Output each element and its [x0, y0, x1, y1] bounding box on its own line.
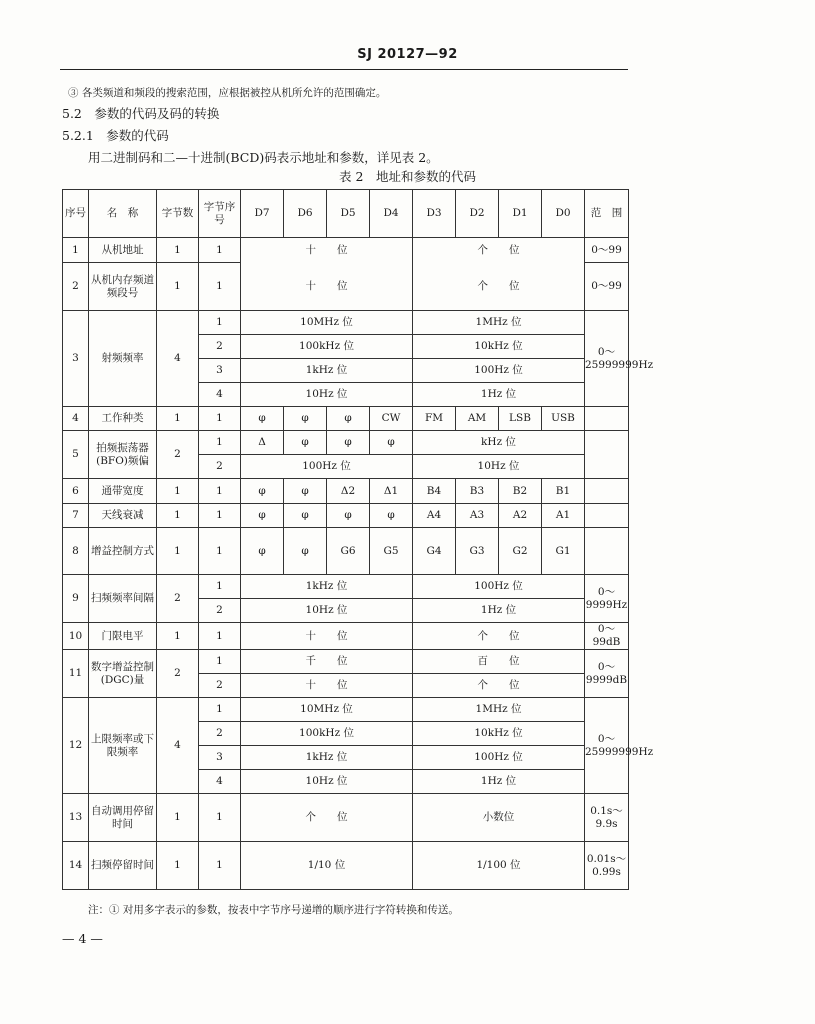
row-byte-seq: 4 [199, 770, 241, 794]
high-nibble: 十 位 [241, 623, 413, 650]
row-byte-seq: 1 [199, 263, 241, 311]
row-bytes: 1 [157, 794, 199, 842]
low-nibble: 1MHz 位 [413, 698, 585, 722]
high-nibble: 1kHz 位 [241, 575, 413, 599]
row-byte-seq: 1 [199, 479, 241, 504]
row-byte-seq: 1 [199, 650, 241, 674]
low-nibble: 个 位 [413, 674, 585, 698]
row-bytes: 1 [157, 238, 199, 263]
row-seq: 3 [63, 311, 89, 407]
table-row [63, 479, 629, 504]
low-nibble: 100Hz 位 [413, 746, 585, 770]
table-row [63, 698, 629, 722]
header-rule [60, 69, 628, 70]
row-seq: 13 [63, 794, 89, 842]
row-range: 0.1s～9.9s [585, 794, 629, 842]
table-row [63, 407, 629, 431]
row-byte-seq: 1 [199, 528, 241, 575]
low-nibble: 100Hz 位 [413, 359, 585, 383]
row-range: 0～9999dB [585, 650, 629, 698]
high-nibble: 1kHz 位 [241, 359, 413, 383]
bit-d6: φ [284, 528, 327, 575]
header-byte-seq: 字节序号 [199, 190, 241, 238]
bit-d5: φ [327, 407, 370, 431]
table-row [63, 263, 629, 311]
row-bytes: 1 [157, 528, 199, 575]
header-d3: D3 [413, 190, 456, 238]
bit-d4: φ [370, 431, 413, 455]
header-range: 范 围 [585, 190, 629, 238]
row-byte-seq: 1 [199, 794, 241, 842]
row-byte-seq: 1 [199, 431, 241, 455]
low-nibble: 1Hz 位 [413, 383, 585, 407]
bit-d7: φ [241, 479, 284, 504]
bit-d4: CW [370, 407, 413, 431]
bit-d4: Δ1 [370, 479, 413, 504]
row-name: 增益控制方式 [89, 528, 157, 575]
bit-d3: FM [413, 407, 456, 431]
row-seq: 14 [63, 842, 89, 890]
bit-d6: φ [284, 504, 327, 528]
header-d0: D0 [542, 190, 585, 238]
header-bytes: 字节数 [157, 190, 199, 238]
high-nibble: 10Hz 位 [241, 599, 413, 623]
low-nibble: 个 位 [413, 263, 585, 311]
table-row [63, 794, 629, 842]
low-nibble: 10kHz 位 [413, 335, 585, 359]
bit-d1: G2 [499, 528, 542, 575]
row-name: 数字增益控制(DGC)量 [89, 650, 157, 698]
row-name: 上限频率或下限频率 [89, 698, 157, 794]
header-seq: 序号 [63, 190, 89, 238]
bit-d6: φ [284, 479, 327, 504]
bit-d5: G6 [327, 528, 370, 575]
row-byte-seq: 1 [199, 575, 241, 599]
row-range: 0～99dB [585, 623, 629, 650]
high-nibble: 10Hz 位 [241, 383, 413, 407]
table-row [63, 504, 629, 528]
bit-d3: G4 [413, 528, 456, 575]
bit-d0: USB [542, 407, 585, 431]
page-number: — 4 — [62, 931, 103, 946]
address-parameter-code-table [62, 189, 654, 890]
bit-d2: AM [456, 407, 499, 431]
row-byte-seq: 2 [199, 722, 241, 746]
bit-d7: φ [241, 504, 284, 528]
table-row [63, 842, 629, 890]
row-name: 扫频频率间隔 [89, 575, 157, 623]
row-range: 0.01s～0.99s [585, 842, 629, 890]
row-bytes: 1 [157, 623, 199, 650]
high-nibble: 100kHz 位 [241, 335, 413, 359]
row-name: 从机地址 [89, 238, 157, 263]
row-name: 拍频振荡器(BFO)频偏 [89, 431, 157, 479]
high-nibble: 100Hz 位 [241, 455, 413, 479]
row-seq: 12 [63, 698, 89, 794]
row-seq: 9 [63, 575, 89, 623]
table-row [63, 650, 629, 674]
bit-d5: Δ2 [327, 479, 370, 504]
header-d5: D5 [327, 190, 370, 238]
low-nibble: 个 位 [413, 623, 585, 650]
low-nibble: 100Hz 位 [413, 575, 585, 599]
bit-d3: A4 [413, 504, 456, 528]
bit-d6: φ [284, 431, 327, 455]
row-bytes: 2 [157, 575, 199, 623]
row-byte-seq: 1 [199, 623, 241, 650]
row-name: 从机内存频道频段号 [89, 263, 157, 311]
row-name: 门限电平 [89, 623, 157, 650]
row-byte-seq: 1 [199, 842, 241, 890]
row-bytes: 2 [157, 431, 199, 479]
row-range: 0～9999Hz [585, 575, 629, 623]
row-range [585, 504, 629, 528]
row-byte-seq: 1 [199, 311, 241, 335]
high-nibble: 1/10 位 [241, 842, 413, 890]
low-nibble: 1Hz 位 [413, 599, 585, 623]
bit-d2: A3 [456, 504, 499, 528]
row-bytes: 1 [157, 504, 199, 528]
row-range [585, 407, 629, 431]
header-d7: D7 [241, 190, 284, 238]
row-range [585, 431, 629, 479]
section-heading-5-2: 5.2 参数的代码及码的转换 [62, 106, 220, 121]
row-bytes: 1 [157, 479, 199, 504]
row-bytes: 1 [157, 407, 199, 431]
bit-d0: G1 [542, 528, 585, 575]
row-bytes: 4 [157, 698, 199, 794]
row-byte-seq: 1 [199, 698, 241, 722]
row-range: 0～99 [585, 238, 629, 263]
bit-d5: φ [327, 504, 370, 528]
row-name: 天线衰减 [89, 504, 157, 528]
row-seq: 11 [63, 650, 89, 698]
row-range: 0～99 [585, 263, 629, 311]
table-row [63, 575, 629, 599]
low-nibble: 10Hz 位 [413, 455, 585, 479]
bit-d6: φ [284, 407, 327, 431]
low-nibble: 1/100 位 [413, 842, 585, 890]
high-nibble: 100kHz 位 [241, 722, 413, 746]
row-range [585, 528, 629, 575]
row-seq: 10 [63, 623, 89, 650]
row-name: 扫频停留时间 [89, 842, 157, 890]
high-nibble: 1kHz 位 [241, 746, 413, 770]
bit-d2: B3 [456, 479, 499, 504]
row-range: 0～25999999Hz [585, 311, 629, 407]
bit-d3: B4 [413, 479, 456, 504]
row-byte-seq: 1 [199, 407, 241, 431]
table-header-row [63, 190, 629, 238]
table-row [63, 238, 629, 263]
header-d4: D4 [370, 190, 413, 238]
bit-d0: B1 [542, 479, 585, 504]
high-nibble: 十 位 [241, 238, 413, 263]
bit-d4: φ [370, 504, 413, 528]
bit-d1: B2 [499, 479, 542, 504]
row-name: 工作种类 [89, 407, 157, 431]
row-seq: 5 [63, 431, 89, 479]
row-seq: 6 [63, 479, 89, 504]
table-row [63, 528, 629, 575]
low-nibble: 个 位 [413, 238, 585, 263]
table-row [63, 431, 629, 455]
row-range: 0～25999999Hz [585, 698, 629, 794]
row-byte-seq: 2 [199, 674, 241, 698]
bit-d1: LSB [499, 407, 542, 431]
row-name: 射频频率 [89, 311, 157, 407]
row-bytes: 1 [157, 263, 199, 311]
bit-d4: G5 [370, 528, 413, 575]
row-byte-seq: 4 [199, 383, 241, 407]
bit-d5: φ [327, 431, 370, 455]
high-nibble: 千 位 [241, 650, 413, 674]
row-seq: 8 [63, 528, 89, 575]
header-d1: D1 [499, 190, 542, 238]
high-nibble: 十 位 [241, 263, 413, 311]
high-nibble: 10MHz 位 [241, 311, 413, 335]
section-heading-5-2-1: 5.2.1 参数的代码 [62, 128, 169, 143]
row-seq: 2 [63, 263, 89, 311]
bit-d7: φ [241, 407, 284, 431]
high-nibble: 10MHz 位 [241, 698, 413, 722]
header-d6: D6 [284, 190, 327, 238]
low-nibble: 百 位 [413, 650, 585, 674]
row-byte-seq: 2 [199, 455, 241, 479]
row-range [585, 479, 629, 504]
low-nibble: 10kHz 位 [413, 722, 585, 746]
bit-d1: A2 [499, 504, 542, 528]
row-byte-seq: 2 [199, 335, 241, 359]
low-nibble: 1Hz 位 [413, 770, 585, 794]
row-bytes: 4 [157, 311, 199, 407]
bit-d7: φ [241, 528, 284, 575]
row-byte-seq: 3 [199, 359, 241, 383]
note-3: ③ 各类频道和频段的搜索范围，应根据被控从机所允许的范围确定。 [68, 87, 387, 99]
high-nibble: 十 位 [241, 674, 413, 698]
bit-d0: A1 [542, 504, 585, 528]
table-row [63, 311, 629, 335]
low-nibble: 1MHz 位 [413, 311, 585, 335]
row-bytes: 1 [157, 842, 199, 890]
low-nibble: kHz 位 [413, 431, 585, 455]
document-header: SJ 20127—92 [357, 47, 458, 62]
row-name: 通带宽度 [89, 479, 157, 504]
high-nibble: 个 位 [241, 794, 413, 842]
row-byte-seq: 3 [199, 746, 241, 770]
row-seq: 7 [63, 504, 89, 528]
body-paragraph: 用二进制码和二—十进制(BCD)码表示地址和参数，详见表 2。 [88, 150, 439, 165]
row-byte-seq: 1 [199, 504, 241, 528]
row-name: 自动调用停留时间 [89, 794, 157, 842]
row-byte-seq: 1 [199, 238, 241, 263]
row-seq: 4 [63, 407, 89, 431]
bit-d7: Δ [241, 431, 284, 455]
low-nibble: 小数位 [413, 794, 585, 842]
header-name: 名 称 [89, 190, 157, 238]
row-byte-seq: 2 [199, 599, 241, 623]
row-bytes: 2 [157, 650, 199, 698]
row-seq: 1 [63, 238, 89, 263]
bit-d2: G3 [456, 528, 499, 575]
high-nibble: 10Hz 位 [241, 770, 413, 794]
table-footnote: 注：① 对用多字表示的参数，按表中字节序号递增的顺序进行字符转换和传送。 [88, 904, 459, 916]
table-row [63, 623, 629, 650]
table-caption: 表 2 地址和参数的代码 [339, 169, 476, 184]
header-d2: D2 [456, 190, 499, 238]
